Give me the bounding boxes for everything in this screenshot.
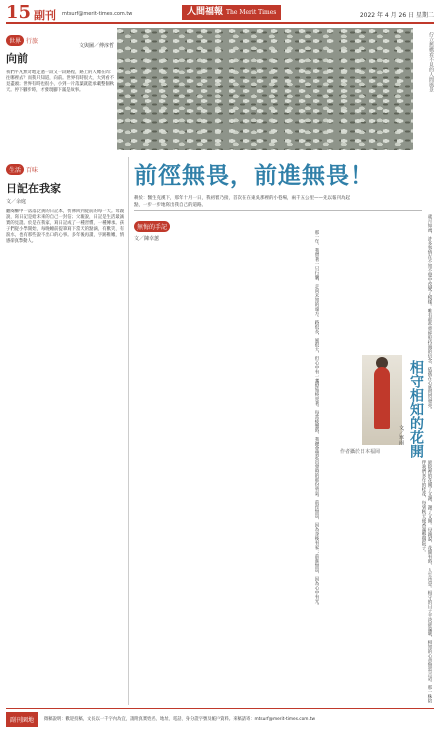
left-article	[6, 157, 124, 705]
category-suffix: 行旅	[26, 38, 39, 45]
contact-email[interactable]: mtsurf@merit-times.com.tw	[62, 11, 133, 17]
person-figure	[374, 367, 390, 429]
article-body: 翻閱櫃中一落落泛黃的日記本，彷彿回到從前的每一天。母親說，寫日記是給未來的自己一封信；父親說，日記是生活最誠實的見證。於是在我家，寫日記成了一種習慣，一種傳承。孩子們從小學開始，每晚睡前提筆寫下當天的點滴，有歡笑、有淚水，也有那些說不出口的心事。多年後再讀，字跡稚嫩，情感卻真摯動人。	[6, 209, 124, 244]
page-number: 15	[6, 2, 32, 23]
footer	[6, 708, 434, 730]
article-body: 我們平凡無奇地走過一段又一段路程，路上的人總在問：往哪裡去？而我只知道，向前。世界有時很大，大到看不見盡頭；世界有時也很小，小到一片落葉就能承載整個秋天。停下腳步時，才發現腳下滿是故事。	[6, 70, 114, 93]
flower-article-body: 庭院裡的花開了又謝，謝了又開。母親說，花開有時，人生也是。相守的日子平淡卻溫暖，相知的心意無需言語。那一株陪伴我們多年的桂花，每到秋天便香滿整個院子。	[421, 460, 432, 703]
leaves-photo	[117, 28, 413, 150]
article-title: 向前	[6, 52, 28, 65]
author-photo-caption: 作者攝於日本福岡	[340, 449, 381, 455]
category-suffix: 百味	[26, 167, 39, 174]
category-tag: 世界	[6, 35, 24, 46]
submission-notice: 徵稿說明：歡迎投稿，文長以一千字內為宜，請附真實姓名、地址、電話、身分證字號及帳戶資料。來稿請寄：mtsurf@merit-times.com.tw	[44, 716, 316, 722]
feature-continued-body: 歲月如流，許多事情在不知不覺中改變了模樣。唯有那些曾經堅持過的信念，依舊在心底閃閃發亮。	[427, 214, 432, 412]
issue-date: 2022 年 4 月 26 日 星期二	[359, 12, 434, 19]
category-tag: 生活	[6, 164, 24, 175]
article-byline: 文／余庭	[6, 199, 27, 205]
feature-body: 那一年，我帶著一只行囊，走向未知的遠方。路很長，風很大，但心中有一盞燈始終亮著。每當疲憊時，我總會想起出發時的那份勇氣。前徑無畏，因為身後有家；前進無畏，因為心中有光。	[314, 230, 319, 608]
article-title: 日記在我家	[6, 182, 61, 195]
divider-line	[134, 210, 422, 211]
photo-caption: 佇立舊橋看不見的人間風景	[428, 32, 434, 92]
feature-byline: 文／陳幸蕙	[134, 236, 160, 242]
feature-header	[134, 157, 374, 209]
masthead	[6, 4, 434, 24]
column-divider	[128, 157, 129, 705]
section-name: 副刊	[34, 9, 56, 22]
feature-headline: 前徑無畏，前進無畏！	[134, 163, 374, 189]
footer-label: 副刊園地	[6, 712, 38, 727]
author-photo	[362, 355, 402, 445]
category-tag: 無悔的手記	[134, 221, 170, 232]
article-byline: 文與圖／傅淳哲	[78, 43, 114, 49]
flower-article-title: 相守相知的花開	[408, 360, 424, 458]
flower-article-byline: 文／寧雨	[398, 425, 404, 445]
feature-intro: 耕於：醫生克漢下，那年十月一日，我初嘗乃接，首次在在東吳那裡的小巷場，兩千五公里——先以報刊為起點，一步一步地寫出我自己的道路。	[134, 196, 350, 208]
top-article	[6, 28, 114, 150]
newspaper-logo: 人間福報 The Merit Times	[182, 5, 281, 20]
